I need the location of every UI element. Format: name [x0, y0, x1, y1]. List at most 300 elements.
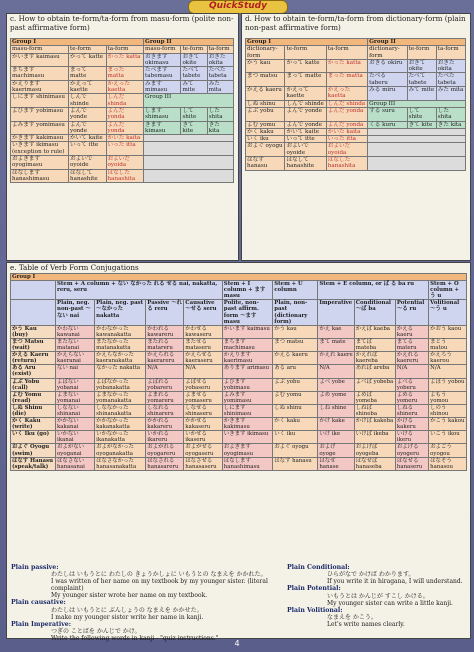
section-d-group1-cell: はなして hanashite [285, 157, 326, 171]
conj-group-header: Group I [11, 274, 467, 281]
conj-cell: かく kaku [273, 418, 318, 431]
left-example [11, 564, 291, 599]
conj-sub-header: Potential ～る ru [395, 300, 428, 325]
section-d-panel [241, 13, 471, 261]
conj-cell: いける ikeru [395, 431, 428, 444]
conj-cell: はなせ hanase [318, 457, 354, 470]
section-c-row [11, 53, 234, 67]
conj-sub-header: Imperative [318, 300, 354, 325]
conj-cell: まてる materu [395, 338, 428, 351]
section-c-group2-header: Group II [144, 39, 234, 46]
conj-row [11, 352, 467, 365]
section-c-group1-cell: よんだ yonda [106, 121, 144, 135]
section-c-group1-cell: しんで shinde [69, 94, 107, 108]
page-number: 4 [234, 639, 240, 648]
section-d-group2-cell: おきて okite [407, 59, 436, 73]
conj-cell: いきます ikimasu [222, 431, 272, 444]
section-c-group1-cell: はなします hanashimasu [11, 169, 69, 183]
conj-sub-header: Plain, neg. non-past ～ない nai [56, 300, 95, 325]
section-c-group1-cell: いった itta [106, 142, 144, 156]
conj-cell: かえる kaeru [395, 325, 428, 338]
conj-cell: いかない ikanai [56, 431, 95, 444]
left-example-label: Plain passive: [11, 564, 59, 571]
conj-verb-label: およぐ Oyogu (swim) [11, 444, 56, 457]
conj-sub-header: Polite, non-past affirm. form ～ます masu [222, 300, 272, 325]
conj-cell: かいます kaimasu [222, 325, 272, 338]
section-d-group2-cell: みる miru [368, 87, 407, 101]
section-d-group1-cell: かった katta [326, 59, 367, 73]
section-c-group1-cell: およいだ oyoida [106, 156, 144, 170]
conj-cell: まつ matsu [273, 338, 318, 351]
conj-cell: よませる yomaseru [184, 391, 223, 404]
conj-sub-head-row [11, 300, 467, 325]
section-c-group1-cell: およぎます oyogimasu [11, 156, 69, 170]
section-c-group3-cell: きて kite [181, 121, 207, 135]
conj-cell: はなさせる hanasaseru [184, 457, 223, 470]
conj-cell: しなせる shinaseru [184, 404, 223, 417]
conj-cell: かこう kakou [429, 418, 467, 431]
conj-cell: いかせる ikaseru [184, 431, 223, 444]
section-c-group1-cell: よびます yobimasu [11, 107, 69, 121]
conj-cell: よべば yobeba [354, 378, 395, 391]
conj-cell: はなせば hanaseba [354, 457, 395, 470]
section-d-group2-header: Group II [368, 39, 466, 46]
conj-cell: いけ ike [318, 431, 354, 444]
conj-cell: はなせる hanaseru [395, 457, 428, 470]
section-c-empty-cell [144, 135, 234, 142]
right-example [287, 564, 467, 585]
section-d-group1-cell: かえって kaette [285, 87, 326, 101]
conj-cell: いく iku [273, 431, 318, 444]
conj-cell: よめ yome [318, 391, 354, 404]
section-d-group1-cell: よぶ yobu [246, 107, 285, 121]
section-c-group1-cell: まって matte [69, 67, 107, 81]
section-c-group1-cell: かえった kaetta [106, 80, 144, 94]
conj-cell: かわなかった kawanakatta [95, 325, 146, 338]
conj-sub-header: Passive ～れる reru [146, 300, 184, 325]
conj-verb-label: しぬ Shinu (die) [11, 404, 56, 417]
section-c-group1-cell: よんで yonde [69, 107, 107, 121]
section-d-row [246, 143, 466, 157]
section-c-group2-cell: たべた tabeta [207, 67, 233, 81]
conj-top-header: Stem + I column + ます masu [222, 281, 272, 300]
right-example-line: My younger sister can write a little kanji. [327, 599, 453, 607]
conj-group-row [11, 274, 467, 281]
section-d-group2-cell: みて mite [407, 87, 436, 101]
conj-cell: あります arimasu [222, 365, 272, 378]
conj-top-header: Stem + A column + ない なかった れる せる nai, nakatta, reru, seru [56, 281, 223, 300]
conj-cell: かかない kakanai [56, 418, 95, 431]
section-c-group3-cell: して shite [181, 107, 207, 121]
section-d-group1-cell: しんで shinde [285, 100, 326, 107]
section-c-group1-cell: よんで yonde [69, 121, 107, 135]
section-c-row [11, 142, 234, 156]
section-c-group2-cell: おきて okite [181, 53, 207, 67]
conj-row [11, 404, 467, 417]
section-c-group2-cell: みた mita [207, 80, 233, 94]
section-d-group3-cell: きて kite [407, 121, 436, 128]
conj-verb-label: かく Kaku (write) [11, 418, 56, 431]
section-c-group3-cell: します shimasu [144, 107, 181, 121]
conj-cell: まてば mateba [354, 338, 395, 351]
right-example-line: Let's write names clearly. [327, 620, 405, 628]
section-d-row [246, 59, 466, 73]
section-d-group1-cell: はなした hanashita [326, 157, 367, 171]
conj-cell: およげ oyoge [318, 444, 354, 457]
left-example-label: Plain causative: [11, 599, 66, 607]
conj-cell: かおう kaou [429, 325, 467, 338]
section-c-group1-cell: よみます yomimasu [11, 121, 69, 135]
conj-sub-header: Conditional ～ば ba [354, 300, 395, 325]
section-c-title: c. How to obtain te-form/ta-form from masu-form (polite non-past affirmative form) [10, 14, 234, 32]
section-c-group3-cell: きた kita [207, 121, 233, 135]
section-c-group2-cell: たべます tabemasu [144, 67, 181, 81]
conj-cell: N/A [146, 365, 184, 378]
conj-cell: かわれる kawareru [146, 325, 184, 338]
conj-corner-cell [11, 300, 56, 325]
conj-cell: N/A [318, 365, 354, 378]
conj-cell: あれば areba [354, 365, 395, 378]
section-d-row [246, 136, 466, 143]
right-example-label: Plain Volitional: [287, 606, 343, 614]
section-c-group1-cell: かえります kaerimasu [11, 80, 69, 94]
conj-cell: およごう oyogou [429, 444, 467, 457]
conj-sub-header: Plain, neg. past ～なかった nakatta [95, 300, 146, 325]
section-d-table [245, 38, 466, 171]
conj-cell: よばない yobanai [56, 378, 95, 391]
conj-top-header: Stem + E column, or ば る ba ru [318, 281, 429, 300]
section-d-col-header: te-form [285, 46, 326, 60]
conj-cell: かきます kakimasu [222, 418, 272, 431]
section-d-group2-cell: たべて tabete [407, 73, 436, 87]
conj-sub-header: Causative ～せる seru [184, 300, 223, 325]
section-d-group1-cell: しんだ shinda [326, 100, 367, 107]
section-d-group1-cell: いった itta [326, 136, 367, 143]
section-c-group2-cell: たべて tabete [181, 67, 207, 81]
conj-cell: よばなかった yobanakatta [95, 378, 146, 391]
section-d-empty-cell [368, 143, 466, 157]
section-c-empty-cell [144, 142, 234, 156]
section-c-panel [6, 13, 239, 261]
conj-cell: およげる oyogeru [395, 444, 428, 457]
section-c-group1-cell: かった katta [106, 53, 144, 67]
section-c-group2-cell: みて mite [181, 80, 207, 94]
section-d-row [246, 157, 466, 171]
section-c-group1-cell: しんだ shinda [106, 94, 144, 108]
section-c-row [11, 135, 234, 142]
conj-cell: しなれる shinareru [146, 404, 184, 417]
conj-row [11, 431, 467, 444]
section-d-group1-cell: よんで yonde [285, 121, 326, 128]
left-example-line: I was written of her name on my textbook by my younger sister. (literal complaint) [51, 578, 268, 593]
section-d-col-header: ta-form [326, 46, 367, 60]
section-c-row [11, 67, 234, 81]
section-c-group1-cell: まった matta [106, 67, 144, 81]
section-d-empty-cell [368, 157, 466, 171]
conj-row [11, 418, 467, 431]
section-c-group3-cell: した shita [207, 107, 233, 121]
conj-row [11, 325, 467, 338]
conj-verb-label: まつ Matsu (wait) [11, 338, 56, 351]
section-c-col-header: te-form [181, 46, 207, 53]
conj-row [11, 457, 467, 470]
section-d-group1-cell: かえる kaeru [246, 87, 285, 101]
conj-cell: ある aru [273, 365, 318, 378]
conj-verb-label: よぶ Yobu (call) [11, 378, 56, 391]
section-c-group1-cell: しにます shinimasu [11, 94, 69, 108]
conj-cell: かえれば kaereba [354, 352, 395, 365]
conj-verb-label: かう Kau (buy) [11, 325, 56, 338]
conj-cell: しねる shineru [395, 404, 428, 417]
conj-cell: いけば ikeba [354, 431, 395, 444]
section-d-empty-cell [368, 128, 466, 135]
section-d-group1-cell: かく kaku [246, 128, 285, 135]
conj-corner-cell [11, 281, 56, 300]
left-example-line: わたしは いもうとに わたしの きょうかしょに いもうとの なまえを かかれた。 [51, 571, 267, 579]
left-example-line: Write the following words in kanji - "quiz instructions." [51, 634, 219, 642]
conj-cell: まて mate [318, 338, 354, 351]
section-c-group1-cell: まちます machimasu [11, 67, 69, 81]
conj-row [11, 378, 467, 391]
left-example-line: I make my younger sister write her name in kanji. [51, 613, 204, 621]
section-d-group1-cell: まつ matsu [246, 73, 285, 87]
section-d-group1-cell: よんだ yonda [326, 121, 367, 128]
section-c-row [11, 121, 234, 135]
section-d-row [246, 100, 466, 107]
section-d-row [246, 73, 466, 87]
conj-cell: しね shine [318, 404, 354, 417]
section-d-group2-cell: たべる taberu [368, 73, 407, 87]
conj-cell: しなない shinanai [56, 404, 95, 417]
section-c-group1-cell: かえって kaette [69, 80, 107, 94]
section-d-group1-cell: およいで oyoide [285, 143, 326, 157]
right-example [287, 585, 467, 606]
section-d-group3-cell: する suru [368, 107, 407, 121]
conj-cell: よみます yomimasu [222, 391, 272, 404]
section-c-empty-cell [144, 169, 234, 183]
conj-cell: しねば shineba [354, 404, 395, 417]
conj-cell: かえる kaeru [273, 352, 318, 365]
right-example-line: いもうとは かんじが すこし かける。 [327, 592, 429, 600]
conj-cell: かける kakeru [395, 418, 428, 431]
conj-cell: かえろう kaerou [429, 352, 467, 365]
section-c-group1-cell: およいで oyoide [69, 156, 107, 170]
section-c-row [11, 107, 234, 121]
conj-cell: なかった nakatta [95, 365, 146, 378]
section-d-row [246, 128, 466, 135]
section-c-group2-cell: みます mimasu [144, 80, 181, 94]
section-d-group1-cell: かって katte [285, 59, 326, 73]
conj-cell: かえれる kaereru [395, 352, 428, 365]
conj-cell: よむ yomu [273, 391, 318, 404]
section-c-group1-cell: いきます ikimasu (exception to rule) [11, 142, 69, 156]
conj-top-head-row [11, 281, 467, 300]
section-d-group1-cell: かいた kaita [326, 128, 367, 135]
conj-cell: またれる matareru [146, 338, 184, 351]
section-c-table [10, 38, 234, 183]
conj-cell: よまれる yomareru [146, 391, 184, 404]
conj-cell: まとう matou [429, 338, 467, 351]
conj-cell: かえ kae [318, 325, 354, 338]
conj-cell: よぶ yobu [273, 378, 318, 391]
section-d-group1-cell: およいだ oyoida [326, 143, 367, 157]
conj-cell: およがせる oyogaseru [184, 444, 223, 457]
conj-cell: しななかった shinanakatta [95, 404, 146, 417]
conj-cell: およがない oyoganai [56, 444, 95, 457]
conj-verb-label: はなす Hanasu (speak/talk) [11, 457, 56, 470]
conj-cell: よべ yobe [318, 378, 354, 391]
section-d-group1-cell: はなす hanasu [246, 157, 285, 171]
conj-cell: かえらない kaeranai [56, 352, 95, 365]
right-example-label: Plain Conditional: [287, 564, 350, 571]
section-c-col-header: te-form [69, 46, 107, 53]
section-c-col-header: masu-form [11, 46, 69, 53]
left-example-label: Plain Imperative: [11, 620, 72, 628]
section-d-group1-cell: まって matte [285, 73, 326, 87]
section-d-group2-cell: たべた tabeta [436, 73, 465, 87]
section-d-group3-cell: した shita [436, 107, 465, 121]
conj-cell: よまない yomanai [56, 391, 95, 404]
section-d-col-header: dictionary-form [246, 46, 285, 60]
conj-cell: かえります kaerimasu [222, 352, 272, 365]
conj-cell: しにます shinimasu [222, 404, 272, 417]
conj-cell: まちます machimasu [222, 338, 272, 351]
conj-cell: かえらせる kaeraseru [184, 352, 223, 365]
left-example-line: わたしは いもうとに ぶんしょうの なまえを かかせた。 [51, 606, 203, 614]
section-c-col-header: ta-form [106, 46, 144, 53]
section-d-col-header: ta-form [436, 46, 465, 60]
section-c-group1-cell: かって katte [69, 53, 107, 67]
section-d-group2-cell: おきる okiru [368, 59, 407, 73]
right-example-line: ひらがなで かけば わかります。 [327, 571, 415, 579]
conj-cell: よまなかった yomanakatta [95, 391, 146, 404]
left-example-line: つぎの ことばを かんじで かけ。 [51, 627, 141, 635]
conj-cell: およげば oyogeba [354, 444, 395, 457]
conj-cell: かえらなかった kaeranakatta [95, 352, 146, 365]
conj-cell: かけば kakeba [354, 418, 395, 431]
section-d-group1-cell: いって itte [285, 136, 326, 143]
section-c-group3-cell: きます kimasu [144, 121, 181, 135]
conj-cell: はなします hanashimasu [222, 457, 272, 470]
section-d-group1-cell: まった matta [326, 73, 367, 87]
section-c-col-header: masu-form [144, 46, 181, 53]
conj-cell: よばせる yobaseru [184, 378, 223, 391]
section-d-group3-cell: くる kuru [368, 121, 407, 128]
section-d-title: d. How to obtain te-form/ta-form from dictionary-form (plain non-past affirmative form) [245, 14, 466, 32]
section-d-group1-cell: しぬ shinu [246, 100, 285, 107]
conj-cell: またない matanai [56, 338, 95, 351]
section-d-row [246, 121, 466, 128]
conj-cell: またせる mataseru [184, 338, 223, 351]
conj-cell: かわない kawanai [56, 325, 95, 338]
right-example-line: If you write it in hiragana, I will understand. [327, 578, 463, 586]
conj-top-header: Stem + O column + う u [429, 281, 467, 300]
conj-cell: およぎます oyogimasu [222, 444, 272, 457]
conj-verb-label: よむ Yomu (read) [11, 391, 56, 404]
section-d-group1-cell: かう kau [246, 59, 285, 73]
section-d-group1-cell: よんで yonde [285, 107, 326, 121]
conj-cell: いこう ikou [429, 431, 467, 444]
section-d-group1-cell: よんだ yonda [326, 107, 367, 121]
conj-cell: かわせる kawaseru [184, 325, 223, 338]
section-c-group2-cell: おきた okita [207, 53, 233, 67]
conj-cell: はなす hanasu [273, 457, 318, 470]
section-d-row [246, 107, 466, 121]
section-c-row [11, 169, 234, 183]
conj-verb-label: いく Iku (go) [11, 431, 56, 444]
conj-cell: いかれる ikareru [146, 431, 184, 444]
conj-cell: よぼう yobou [429, 378, 467, 391]
conj-verb-label: ある Aru (exist) [11, 365, 56, 378]
conj-cell: しのう shinou [429, 404, 467, 417]
section-d-group2-cell: おきた okita [436, 59, 465, 73]
conj-cell: かかせる kakaseru [184, 418, 223, 431]
section-d-column-header-row [246, 46, 466, 60]
section-c-row [11, 80, 234, 94]
section-e-panel [6, 262, 471, 642]
section-c-row [11, 94, 234, 108]
section-e-title: e. Table of Verb Form Conjugations [10, 263, 139, 272]
conj-cell: かえれ kaere [318, 352, 354, 365]
conj-row [11, 338, 467, 351]
conj-sub-header: Plain, non-past (dictionary form) [273, 300, 318, 325]
examples-left [11, 564, 291, 642]
section-d-group3-cell: して shite [407, 107, 436, 121]
section-c-group-header-row [11, 39, 234, 46]
section-c-group1-cell: いって itte [69, 142, 107, 156]
conj-cell: いかなかった ikanakatta [95, 431, 146, 444]
section-c-empty-cell [144, 156, 234, 170]
conj-cell: ない nai [56, 365, 95, 378]
left-example [11, 599, 291, 620]
section-c-group1-cell: かいて kaite [69, 135, 107, 142]
conj-cell: よもう yomou [429, 391, 467, 404]
section-d-empty-cell [368, 136, 466, 143]
section-d-col-header: dictionary-form [368, 46, 407, 60]
conj-cell: かえられる kaerareru [146, 352, 184, 365]
section-d-group1-cell: いく iku [246, 136, 285, 143]
conj-cell: かかれる kakareru [146, 418, 184, 431]
conj-cell: はなそう hanasou [429, 457, 467, 470]
left-example-line: My younger sister wrote her name on my textbook. [51, 592, 208, 600]
conj-row [11, 444, 467, 457]
examples-right [287, 564, 467, 628]
conj-cell: およがれる oyogareru [146, 444, 184, 457]
section-d-col-header: te-form [407, 46, 436, 60]
verb-conjugation-table [10, 273, 467, 471]
section-d-group1-header: Group I [246, 39, 368, 46]
section-d-row [246, 87, 466, 101]
section-d-group1-cell: およぐ oyogu [246, 143, 285, 157]
section-d-group3-header: Group III [368, 100, 466, 107]
section-d-group1-cell: かいて kaite [285, 128, 326, 135]
section-d-group1-cell: よむ yomu [246, 121, 285, 128]
conj-cell: かう kau [273, 325, 318, 338]
conj-cell: およがなかった oyoganakatta [95, 444, 146, 457]
conj-cell: よべる yoberu [395, 378, 428, 391]
conj-row [11, 391, 467, 404]
conj-cell: N/A [184, 365, 223, 378]
section-c-group1-header: Group I [11, 39, 144, 46]
conj-sub-header: Volitional ～う u [429, 300, 467, 325]
section-c-column-header-row [11, 46, 234, 53]
quickstudy-logo: QuickStudy [188, 0, 288, 14]
conj-cell: はなさなかった hanasanakatta [95, 457, 146, 470]
right-example-line: なまえを かこう。 [327, 613, 377, 621]
section-d-group3-cell: きた kita [436, 121, 465, 128]
conj-verb-label: かえる Kaeru (return) [11, 352, 56, 365]
section-c-row [11, 156, 234, 170]
